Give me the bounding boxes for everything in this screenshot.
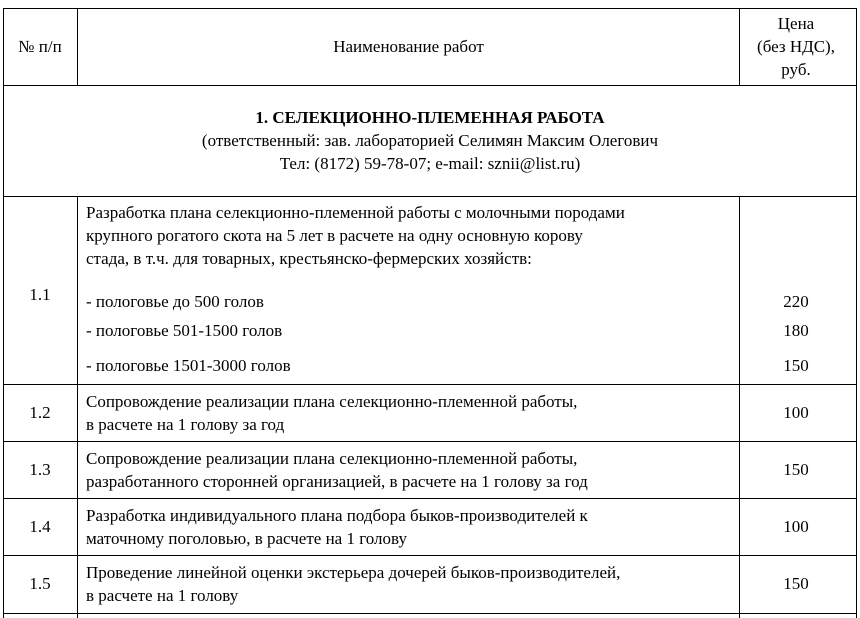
row-1-3-desc-line2: разработанного сторонней организацией, в расчете на 1 голову за год [86, 472, 588, 491]
row-line-1-2 [3, 441, 857, 442]
row-1-3-desc-line1: Сопровождение реализации плана селекционно-племенной работы, [86, 449, 578, 468]
row-1-4-num: 1.4 [29, 517, 51, 536]
row-1-1-item-1: - пологовье до 500 голов [86, 292, 264, 311]
section-title: 1. СЕЛЕКЦИОННО-ПЛЕМЕННАЯ РАБОТА [255, 108, 605, 127]
row-1-4-desc-line1: Разработка индивидуального плана подбора быков-производителей к [86, 506, 588, 525]
row-line-section [3, 196, 857, 197]
row-line-1-1 [3, 384, 857, 385]
row-1-1-price-1: 220 [783, 292, 809, 311]
row-1-2-desc-line2: в расчете на 1 голову за год [86, 415, 285, 434]
header-num: № п/п [18, 37, 62, 56]
row-1-1-num: 1.1 [29, 285, 51, 304]
row-line-top [3, 8, 857, 9]
row-1-5-price: 150 [783, 574, 809, 593]
row-line-header [3, 85, 857, 86]
row-1-1-desc-line2: крупного рогатого скота на 5 лет в расчете на одну основную корову [86, 226, 583, 245]
row-1-2-desc-line1: Сопровождение реализации плана селекционно-племенной работы, [86, 392, 578, 411]
row-1-1-desc-line1: Разработка плана селекционно-племенной работы с молочными породами [86, 203, 625, 222]
table-border-right [856, 8, 857, 618]
row-1-1-price-2: 180 [783, 321, 809, 340]
section-responsible: (ответственный: зав. лабораторией Селимян Максим Олегович [201, 131, 659, 150]
row-1-2-price: 100 [783, 403, 809, 422]
row-1-5-desc-line1: Проведение линейной оценки экстерьера дочерей быков-производителей, [86, 563, 621, 582]
row-1-1-price-3: 150 [783, 356, 809, 375]
header-price-line2: (без НДС), [757, 37, 835, 56]
row-1-2-num: 1.2 [29, 403, 51, 422]
row-line-1-5 [3, 613, 857, 614]
col-divider-2 [739, 8, 740, 85]
row-1-5-num: 1.5 [29, 574, 51, 593]
row-1-3-num: 1.3 [29, 460, 51, 479]
section-contact: Тел: (8172) 59-78-07; e-mail: sznii@list.ru) [279, 154, 581, 173]
row-1-5-desc-line2: в расчете на 1 голову [86, 586, 239, 605]
header-price-line1: Цена [777, 14, 815, 33]
header-price-line3: руб. [781, 60, 811, 79]
header-name: Наименование работ [333, 37, 484, 56]
row-1-4-desc-line2: маточному поголовью, в расчете на 1 голову [86, 529, 407, 548]
row-1-1-item-2: - пологовье 501-1500 голов [86, 321, 283, 340]
row-line-1-4 [3, 555, 857, 556]
row-1-1-item-3: - пологовье 1501-3000 голов [86, 356, 291, 375]
row-line-1-3 [3, 498, 857, 499]
row-1-4-price: 100 [783, 517, 809, 536]
row-1-3-price: 150 [783, 460, 809, 479]
row-1-1-desc-line3: стада, в т.ч. для товарных, крестьянско-фермерских хозяйств: [86, 249, 532, 268]
